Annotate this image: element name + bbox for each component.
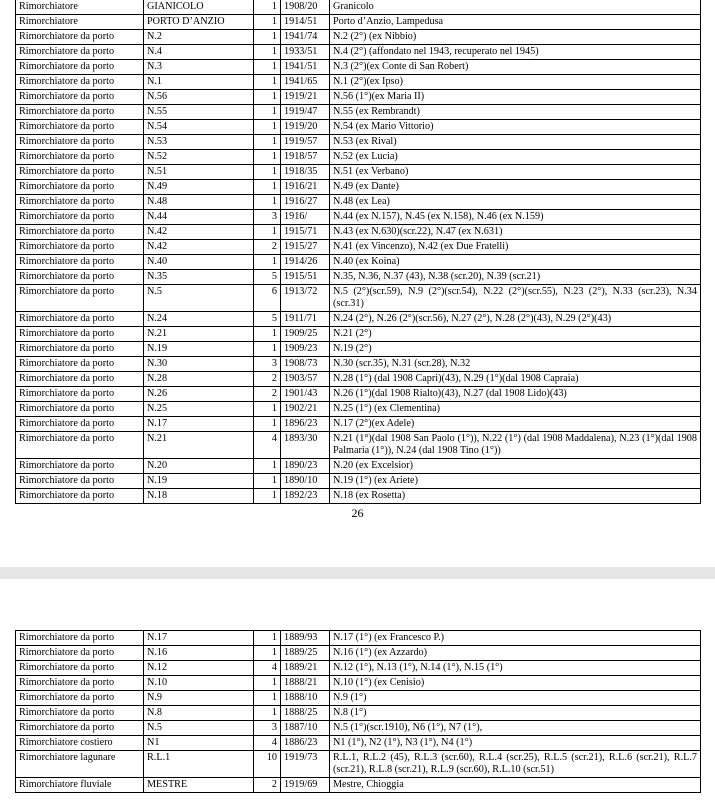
notes-cell: N.8 (1°) — [330, 706, 701, 721]
count-cell: 1 — [254, 225, 281, 240]
name-cell: R.L.1 — [144, 751, 254, 778]
count-cell: 1 — [254, 90, 281, 105]
type-cell: Rimorchiatore da porto — [16, 75, 144, 90]
table-row — [16, 706, 701, 721]
name-cell: N.2 — [144, 30, 254, 45]
years-cell: 1916/27 — [281, 195, 330, 210]
type-cell: Rimorchiatore da porto — [16, 210, 144, 225]
type-cell: Rimorchiatore da porto — [16, 706, 144, 721]
table-row — [16, 120, 701, 135]
type-cell: Rimorchiatore da porto — [16, 240, 144, 255]
count-cell: 2 — [254, 778, 281, 793]
type-cell: Rimorchiatore da porto — [16, 342, 144, 357]
table-row — [16, 285, 701, 312]
count-cell: 1 — [254, 0, 281, 15]
table-row — [16, 736, 701, 751]
table-row — [16, 357, 701, 372]
years-cell: 1913/72 — [281, 285, 330, 312]
notes-cell: N.26 (1°)(dal 1908 Rialto)(43), N.27 (dal 1908 Lido)(43) — [330, 387, 701, 402]
name-cell: N.52 — [144, 150, 254, 165]
notes-cell: N.9 (1°) — [330, 691, 701, 706]
years-cell: 1890/10 — [281, 474, 330, 489]
notes-cell: N.30 (scr.35), N.31 (scr.28), N.32 — [330, 357, 701, 372]
table-row — [16, 90, 701, 105]
table-row — [16, 372, 701, 387]
name-cell: N.49 — [144, 180, 254, 195]
type-cell: Rimorchiatore da porto — [16, 631, 144, 646]
type-cell: Rimorchiatore da porto — [16, 357, 144, 372]
years-cell: 1914/26 — [281, 255, 330, 270]
count-cell: 1 — [254, 459, 281, 474]
table-row — [16, 210, 701, 225]
type-cell: Rimorchiatore da porto — [16, 432, 144, 459]
table-row — [16, 15, 701, 30]
table-row — [16, 778, 701, 793]
type-cell: Rimorchiatore da porto — [16, 474, 144, 489]
years-cell: 1918/35 — [281, 165, 330, 180]
name-cell: N.16 — [144, 646, 254, 661]
notes-cell: N.2 (2°) (ex Nibbio) — [330, 30, 701, 45]
years-cell: 1919/47 — [281, 105, 330, 120]
count-cell: 1 — [254, 165, 281, 180]
count-cell: 1 — [254, 417, 281, 432]
type-cell: Rimorchiatore da porto — [16, 150, 144, 165]
type-cell: Rimorchiatore da porto — [16, 90, 144, 105]
type-cell: Rimorchiatore da porto — [16, 459, 144, 474]
years-cell: 1901/43 — [281, 387, 330, 402]
notes-cell: N.12 (1°), N.13 (1°), N.14 (1°), N.15 (1°) — [330, 661, 701, 676]
type-cell: Rimorchiatore da porto — [16, 255, 144, 270]
name-cell: N.9 — [144, 691, 254, 706]
name-cell: N.30 — [144, 357, 254, 372]
years-cell: 1889/93 — [281, 631, 330, 646]
type-cell: Rimorchiatore — [16, 0, 144, 15]
notes-cell: N.41 (ex Vincenzo), N.42 (ex Due Fratelli) — [330, 240, 701, 255]
notes-cell: Porto d’Anzio, Lampedusa — [330, 15, 701, 30]
count-cell: 1 — [254, 646, 281, 661]
name-cell: N.4 — [144, 45, 254, 60]
name-cell: N.17 — [144, 417, 254, 432]
count-cell: 1 — [254, 342, 281, 357]
count-cell: 2 — [254, 387, 281, 402]
name-cell: N.5 — [144, 285, 254, 312]
count-cell: 4 — [254, 736, 281, 751]
type-cell: Rimorchiatore da porto — [16, 489, 144, 504]
table-row — [16, 489, 701, 504]
type-cell: Rimorchiatore da porto — [16, 120, 144, 135]
years-cell: 1933/51 — [281, 45, 330, 60]
table-row — [16, 195, 701, 210]
notes-cell: Mestre, Chioggia — [330, 778, 701, 793]
table-row — [16, 135, 701, 150]
table-row — [16, 631, 701, 646]
type-cell: Rimorchiatore da porto — [16, 270, 144, 285]
type-cell: Rimorchiatore da porto — [16, 676, 144, 691]
page-number: 26 — [351, 506, 364, 520]
years-cell: 1919/21 — [281, 90, 330, 105]
notes-cell: N.25 (1°) (ex Clementina) — [330, 402, 701, 417]
table-row — [16, 165, 701, 180]
count-cell: 3 — [254, 210, 281, 225]
years-cell: 1914/51 — [281, 15, 330, 30]
type-cell: Rimorchiatore da porto — [16, 195, 144, 210]
name-cell: N.17 — [144, 631, 254, 646]
count-cell: 1 — [254, 676, 281, 691]
table-row — [16, 342, 701, 357]
notes-cell: N.19 (1°) (ex Ariete) — [330, 474, 701, 489]
name-cell: N.53 — [144, 135, 254, 150]
count-cell: 1 — [254, 327, 281, 342]
years-cell: 1916/21 — [281, 180, 330, 195]
count-cell: 1 — [254, 706, 281, 721]
table-row — [16, 270, 701, 285]
table-row — [16, 240, 701, 255]
table-row — [16, 75, 701, 90]
type-cell: Rimorchiatore fluviale — [16, 778, 144, 793]
table-row — [16, 327, 701, 342]
count-cell: 6 — [254, 285, 281, 312]
years-cell: 1911/71 — [281, 312, 330, 327]
years-cell: 1919/57 — [281, 135, 330, 150]
notes-cell: N.21 (2°) — [330, 327, 701, 342]
count-cell: 1 — [254, 150, 281, 165]
notes-cell: N.1 (2°)(ex Ipso) — [330, 75, 701, 90]
notes-cell: N.3 (2°)(ex Conte di San Robert) — [330, 60, 701, 75]
years-cell: 1908/20 — [281, 0, 330, 15]
table-row — [16, 105, 701, 120]
notes-cell: Granicolo — [330, 0, 701, 15]
years-cell: 1909/25 — [281, 327, 330, 342]
years-cell: 1888/25 — [281, 706, 330, 721]
name-cell: N.18 — [144, 489, 254, 504]
name-cell: N.19 — [144, 342, 254, 357]
table-row — [16, 312, 701, 327]
notes-cell: N.55 (ex Rembrandt) — [330, 105, 701, 120]
notes-cell: N.44 (ex N.157), N.45 (ex N.158), N.46 (ex N.159) — [330, 210, 701, 225]
name-cell: MESTRE — [144, 778, 254, 793]
type-cell: Rimorchiatore da porto — [16, 327, 144, 342]
table-row — [16, 30, 701, 45]
notes-cell: N.19 (2°) — [330, 342, 701, 357]
count-cell: 2 — [254, 240, 281, 255]
type-cell: Rimorchiatore da porto — [16, 45, 144, 60]
count-cell: 10 — [254, 751, 281, 778]
table-row — [16, 646, 701, 661]
notes-cell: N.28 (1°) (dal 1908 Capri)(43), N.29 (1°)(dal 1908 Capraia) — [330, 372, 701, 387]
years-cell: 1941/74 — [281, 30, 330, 45]
notes-cell: N.10 (1°) (ex Cenisio) — [330, 676, 701, 691]
count-cell: 5 — [254, 270, 281, 285]
type-cell: Rimorchiatore da porto — [16, 225, 144, 240]
count-cell: 4 — [254, 432, 281, 459]
years-cell: 1908/73 — [281, 357, 330, 372]
years-cell: 1903/57 — [281, 372, 330, 387]
years-cell: 1902/21 — [281, 402, 330, 417]
type-cell: Rimorchiatore da porto — [16, 721, 144, 736]
page-27 — [0, 579, 715, 804]
notes-cell: N.20 (ex Excelsior) — [330, 459, 701, 474]
table-row — [16, 417, 701, 432]
notes-cell: N.49 (ex Dante) — [330, 180, 701, 195]
count-cell: 3 — [254, 357, 281, 372]
count-cell: 2 — [254, 372, 281, 387]
name-cell: N.19 — [144, 474, 254, 489]
count-cell: 1 — [254, 180, 281, 195]
table-row — [16, 180, 701, 195]
table-row — [16, 676, 701, 691]
table-row — [16, 225, 701, 240]
count-cell: 5 — [254, 312, 281, 327]
years-cell: 1893/30 — [281, 432, 330, 459]
years-cell: 1916/ — [281, 210, 330, 225]
notes-cell: N.35, N.36, N.37 (43), N.38 (scr.20), N.39 (scr.21) — [330, 270, 701, 285]
count-cell: 1 — [254, 489, 281, 504]
notes-cell: N.17 (2°)(ex Adele) — [330, 417, 701, 432]
count-cell: 4 — [254, 661, 281, 676]
table-row — [16, 474, 701, 489]
name-cell: GIANICOLO — [144, 0, 254, 15]
vessel-table-page-26 — [15, 0, 701, 504]
years-cell: 1918/57 — [281, 150, 330, 165]
years-cell: 1889/25 — [281, 646, 330, 661]
count-cell: 1 — [254, 691, 281, 706]
type-cell: Rimorchiatore lagunare — [16, 751, 144, 778]
years-cell: 1909/23 — [281, 342, 330, 357]
notes-cell: N.16 (1°) (ex Azzardo) — [330, 646, 701, 661]
count-cell: 1 — [254, 60, 281, 75]
name-cell: N.21 — [144, 432, 254, 459]
type-cell: Rimorchiatore da porto — [16, 285, 144, 312]
table-row — [16, 402, 701, 417]
type-cell: Rimorchiatore da porto — [16, 312, 144, 327]
years-cell: 1886/23 — [281, 736, 330, 751]
type-cell: Rimorchiatore da porto — [16, 135, 144, 150]
count-cell: 1 — [254, 30, 281, 45]
table-row — [16, 0, 701, 15]
count-cell: 1 — [254, 75, 281, 90]
notes-cell: N.5 (2°)(scr.59), N.9 (2°)(scr.54), N.22 (2°)(scr.55), N.23 (2°), N.33 (scr.23), N.34 (scr.31) — [330, 285, 701, 312]
notes-cell: N.56 (1°)(ex Maria II) — [330, 90, 701, 105]
type-cell: Rimorchiatore da porto — [16, 646, 144, 661]
notes-cell: N.54 (ex Mario Vittorio) — [330, 120, 701, 135]
name-cell: N.20 — [144, 459, 254, 474]
name-cell: N.48 — [144, 195, 254, 210]
table-row — [16, 751, 701, 778]
type-cell: Rimorchiatore costiero — [16, 736, 144, 751]
name-cell: N.24 — [144, 312, 254, 327]
type-cell: Rimorchiatore da porto — [16, 105, 144, 120]
name-cell: N.3 — [144, 60, 254, 75]
count-cell: 1 — [254, 120, 281, 135]
table-row — [16, 255, 701, 270]
count-cell: 1 — [254, 474, 281, 489]
name-cell: N.5 — [144, 721, 254, 736]
type-cell: Rimorchiatore — [16, 15, 144, 30]
count-cell: 1 — [254, 105, 281, 120]
years-cell: 1915/51 — [281, 270, 330, 285]
years-cell: 1915/71 — [281, 225, 330, 240]
years-cell: 1919/73 — [281, 751, 330, 778]
count-cell: 1 — [254, 402, 281, 417]
years-cell: 1941/65 — [281, 75, 330, 90]
years-cell: 1941/51 — [281, 60, 330, 75]
table-row — [16, 459, 701, 474]
table-row — [16, 432, 701, 459]
years-cell: 1888/21 — [281, 676, 330, 691]
table-row — [16, 661, 701, 676]
notes-cell: N.43 (ex N.630)(scr.22), N.47 (ex N.631) — [330, 225, 701, 240]
name-cell: N.56 — [144, 90, 254, 105]
name-cell: N.51 — [144, 165, 254, 180]
type-cell: Rimorchiatore da porto — [16, 372, 144, 387]
table-row — [16, 721, 701, 736]
name-cell: N.10 — [144, 676, 254, 691]
name-cell: N.55 — [144, 105, 254, 120]
years-cell: 1919/20 — [281, 120, 330, 135]
table-row — [16, 150, 701, 165]
notes-cell: N.4 (2°) (affondato nel 1943, recuperato nel 1945) — [330, 45, 701, 60]
type-cell: Rimorchiatore da porto — [16, 402, 144, 417]
name-cell: N.12 — [144, 661, 254, 676]
notes-cell: N.52 (ex Lucia) — [330, 150, 701, 165]
name-cell: N.44 — [144, 210, 254, 225]
type-cell: Rimorchiatore da porto — [16, 387, 144, 402]
years-cell: 1888/10 — [281, 691, 330, 706]
name-cell: N.21 — [144, 327, 254, 342]
name-cell: N.54 — [144, 120, 254, 135]
notes-cell: N.51 (ex Verbano) — [330, 165, 701, 180]
notes-cell: N.18 (ex Rosetta) — [330, 489, 701, 504]
notes-cell: N.48 (ex Lea) — [330, 195, 701, 210]
name-cell: N.26 — [144, 387, 254, 402]
name-cell: N1 — [144, 736, 254, 751]
type-cell: Rimorchiatore da porto — [16, 661, 144, 676]
count-cell: 1 — [254, 15, 281, 30]
name-cell: N.28 — [144, 372, 254, 387]
years-cell: 1890/23 — [281, 459, 330, 474]
name-cell: N.40 — [144, 255, 254, 270]
type-cell: Rimorchiatore da porto — [16, 691, 144, 706]
type-cell: Rimorchiatore da porto — [16, 417, 144, 432]
count-cell: 1 — [254, 631, 281, 646]
table-row — [16, 387, 701, 402]
count-cell: 3 — [254, 721, 281, 736]
name-cell: PORTO D’ANZIO — [144, 15, 254, 30]
years-cell: 1889/21 — [281, 661, 330, 676]
name-cell: N.35 — [144, 270, 254, 285]
count-cell: 1 — [254, 195, 281, 210]
name-cell: N.42 — [144, 240, 254, 255]
type-cell: Rimorchiatore da porto — [16, 165, 144, 180]
name-cell: N.25 — [144, 402, 254, 417]
years-cell: 1892/23 — [281, 489, 330, 504]
name-cell: N.8 — [144, 706, 254, 721]
type-cell: Rimorchiatore da porto — [16, 30, 144, 45]
vessel-table-page-27 — [15, 630, 701, 793]
count-cell: 1 — [254, 255, 281, 270]
notes-cell: N.21 (1°)(dal 1908 San Paolo (1°)), N.22 (1°) (dal 1908 Maddalena), N.23 (1°)(dal 1908 Palmaria (1°)), N.24 (dal 1908 Tino (1°)) — [330, 432, 701, 459]
notes-cell: N.40 (ex Koina) — [330, 255, 701, 270]
years-cell: 1919/69 — [281, 778, 330, 793]
table-row — [16, 45, 701, 60]
notes-cell: N.17 (1°) (ex Francesco P.) — [330, 631, 701, 646]
table-row — [16, 60, 701, 75]
notes-cell: N.5 (1°)(scr.1910), N6 (1°), N7 (1°), — [330, 721, 701, 736]
notes-cell: N.53 (ex Rival) — [330, 135, 701, 150]
notes-cell: N1 (1°), N2 (1°), N3 (1°), N4 (1°) — [330, 736, 701, 751]
type-cell: Rimorchiatore da porto — [16, 60, 144, 75]
count-cell: 1 — [254, 135, 281, 150]
notes-cell: N.24 (2°), N.26 (2°)(scr.56), N.27 (2°), N.28 (2°)(43), N.29 (2°)(43) — [330, 312, 701, 327]
years-cell: 1915/27 — [281, 240, 330, 255]
years-cell: 1887/10 — [281, 721, 330, 736]
count-cell: 1 — [254, 45, 281, 60]
page-separator — [0, 567, 715, 579]
years-cell: 1896/23 — [281, 417, 330, 432]
notes-cell: R.L.1, R.L.2 (45), R.L.3 (scr.60), R.L.4 (scr.25), R.L.5 (scr.21), R.L.6 (scr.21), R.L.7 (scr.21), R.L.8 (scr.21), R.L.9 (scr.60), R.L.10 (scr.51) — [330, 751, 701, 778]
name-cell: N.42 — [144, 225, 254, 240]
type-cell: Rimorchiatore da porto — [16, 180, 144, 195]
name-cell: N.1 — [144, 75, 254, 90]
table-row — [16, 691, 701, 706]
